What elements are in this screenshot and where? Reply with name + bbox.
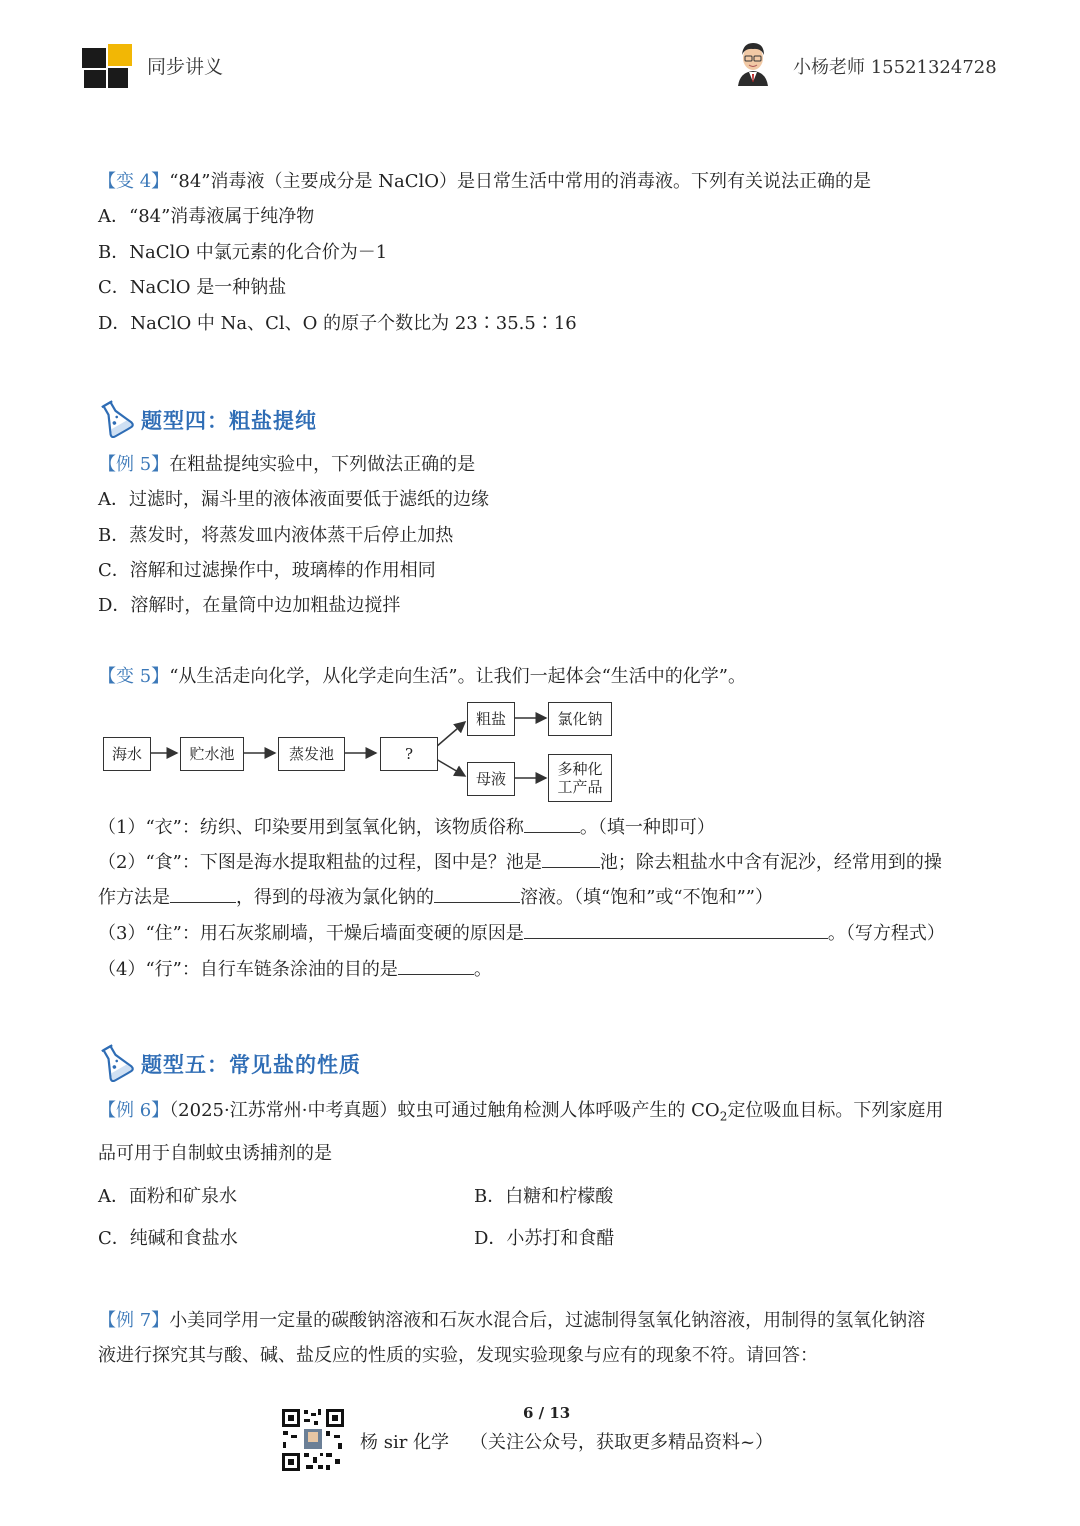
- flow-seawater: 海水: [103, 737, 151, 771]
- ex6-option-c: C．纯碱和食盐水: [98, 1228, 238, 1249]
- flask-icon: [96, 1042, 134, 1082]
- flow-nacl: 氯化钠: [548, 702, 612, 736]
- qr-code[interactable]: [280, 1407, 346, 1473]
- flow-reservoir: 贮水池: [180, 737, 244, 771]
- var4-option-a: A．“84”消毒液属于纯净物: [98, 206, 315, 227]
- ex5-option-b: B．蒸发时，将蒸发皿内液体蒸干后停止加热: [98, 525, 454, 546]
- ex7-stem-line1: 【例 7】小美同学用一定量的碳酸钠溶液和石灰水混合后，过滤制得氢氧化钠溶液，用制得的氢氧化钠溶: [98, 1310, 926, 1331]
- var4-option-d: D．NaClO 中 Na、Cl、O 的原子个数比为 23∶35.5∶16: [98, 313, 577, 334]
- answer-blank[interactable]: [170, 884, 236, 903]
- var5-sub2-line1: （2）“食”：下图是海水提取粗盐的过程，图中是？池是 池；除去粗盐水中含有泥沙，经常用到的操: [98, 849, 942, 875]
- var4-option-c: C．NaClO 是一种钠盐: [98, 277, 287, 298]
- ex5-option-c: C．溶解和过滤操作中，玻璃棒的作用相同: [98, 560, 436, 581]
- ex6-option-b: B．白糖和柠檬酸: [474, 1186, 614, 1207]
- answer-blank[interactable]: [524, 920, 828, 939]
- var5-sub3: （3）“住”：用石灰浆刷墙，干燥后墙面变硬的原因是 。（写方程式）: [98, 920, 945, 946]
- page-number: 6 / 13: [523, 1404, 571, 1422]
- answer-blank[interactable]: [398, 956, 474, 975]
- footer-note: （关注公众号，获取更多精品资料~）: [470, 1432, 774, 1453]
- var4-option-b: B．NaClO 中氯元素的化合价为－1: [98, 242, 388, 263]
- flow-products: 多种化 工产品: [548, 754, 612, 802]
- flow-evaporation: 蒸发池: [278, 737, 345, 771]
- ex6-stem-line1: 【例 6】（2025·江苏常州·中考真题）蚊虫可通过触角检测人体呼吸产生的 $CO_2$定位吸血目标。下列家庭用: [98, 1100, 944, 1124]
- ex6-tag: 【例 6】: [98, 1100, 170, 1121]
- ex5-tag: 【例 5】: [98, 454, 170, 475]
- ex7-stem-line2: 液进行探究其与酸、碱、盐反应的性质的实验，发现实验现象与应有的现象不符。请回答：: [98, 1345, 818, 1366]
- var5-stem: 【变 5】“从生活走向化学，从化学走向生活”。让我们一起体会“生活中的化学”。: [98, 666, 746, 687]
- flow-mother-liquor: 母液: [467, 762, 515, 796]
- teacher-contact: 小杨老师 15521324728: [793, 57, 997, 78]
- ex6-option-a: A．面粉和矿泉水: [98, 1186, 237, 1207]
- answer-blank[interactable]: [524, 814, 580, 833]
- var4-tag: 【变 4】: [98, 171, 170, 192]
- var5-tag: 【变 5】: [98, 666, 170, 687]
- header-title: 同步讲义: [147, 56, 224, 78]
- section5-title: 题型五：常见盐的性质: [141, 1053, 361, 1077]
- flow-unknown: ?: [380, 737, 438, 771]
- var5-sub4: （4）“行”：自行车链条涂油的目的是 。: [98, 956, 492, 982]
- ex6-stem-line2: 品可用于自制蚊虫诱捕剂的是: [98, 1143, 332, 1164]
- flow-crude-salt: 粗盐: [467, 702, 515, 736]
- ex5-option-d: D．溶解时，在量筒中边加粗盐边搅拌: [98, 595, 401, 616]
- ex6-option-d: D．小苏打和食醋: [474, 1228, 615, 1249]
- var4-stem: 【变 4】“84”消毒液（主要成分是 NaClO）是日常生活中常用的消毒液。下列有关说法正确的是: [98, 171, 871, 192]
- ex5-stem: 【例 5】在粗盐提纯实验中，下列做法正确的是: [98, 454, 476, 475]
- section4-title: 题型四：粗盐提纯: [141, 409, 317, 433]
- answer-blank[interactable]: [434, 884, 520, 903]
- var5-sub1: （1）“衣”：纺织、印染要用到氢氧化钠，该物质俗称 。（填一种即可）: [98, 814, 715, 840]
- ex7-tag: 【例 7】: [98, 1310, 170, 1331]
- ex5-option-a: A．过滤时，漏斗里的液体液面要低于滤纸的边缘: [98, 489, 489, 510]
- footer-brand: 杨 sir 化学: [360, 1432, 450, 1453]
- var5-sub2-line2: 作方法是 ，得到的母液为氯化钠的 溶液。（填“饱和”或“不饱和””）: [98, 884, 773, 910]
- answer-blank[interactable]: [542, 849, 600, 868]
